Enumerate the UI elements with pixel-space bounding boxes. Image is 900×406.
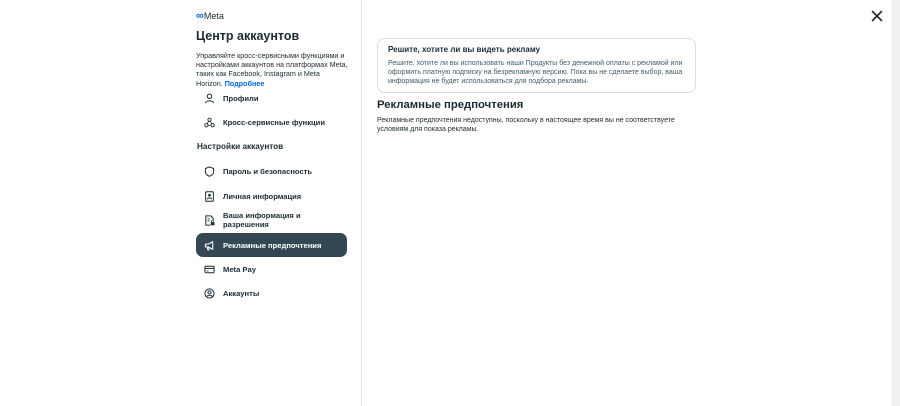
- account-circle-icon: [204, 288, 215, 299]
- card-text: Решите, хотите ли вы использовать наши Продукты без денежной оплаты с рекламой или оформить платную подписку на безрекламную версию. Пока вы не сделаете выбор, ваша информация не будет использоваться для подбора рекламы.: [388, 60, 683, 85]
- id-card-icon: [204, 191, 215, 202]
- nav-item-label: Ваша информация и разрешения: [223, 211, 301, 229]
- sidebar-header: [196, 10, 351, 88]
- main-content: [362, 0, 892, 406]
- meta-logo-text: Meta: [203, 11, 224, 21]
- description-text: Управляйте кросс-сервисными функциями и настройками аккаунтов на платформах Meta, таких как Facebook, Instagram и Meta Horizon.: [196, 51, 348, 88]
- card-icon: [204, 264, 215, 275]
- nav-item-label: Пароль и безопасность: [223, 166, 313, 176]
- person-icon: [204, 93, 215, 104]
- card-title: Решите, хотите ли вы видеть рекламу: [388, 45, 541, 54]
- nav-item-info-permissions[interactable]: [196, 208, 347, 232]
- sidebar: [0, 0, 362, 406]
- nav-item-profiles[interactable]: [196, 86, 347, 110]
- close-icon[interactable]: [869, 8, 885, 24]
- nav-item-label: Кросс-сервисные функции: [223, 117, 325, 127]
- page-description: [196, 51, 348, 88]
- section-paragraph: Рекламные предпочтения недоступны, поскольку в настоящее время вы не соответствуете условиям для показа рекламы.: [377, 117, 675, 133]
- megaphone-icon: [204, 240, 215, 251]
- shield-icon: [204, 166, 215, 177]
- nav-item-label: Личная информация: [223, 191, 302, 201]
- nav-item-ad-preferences[interactable]: [196, 233, 347, 257]
- nav-item-label: Meta Pay: [223, 264, 256, 274]
- nav-item-password-security[interactable]: [196, 159, 347, 183]
- scrollbar[interactable]: [892, 0, 900, 406]
- section-heading: Рекламные предпочтения: [377, 99, 524, 111]
- meta-infinity-icon: ∞: [196, 10, 203, 22]
- ad-choice-card[interactable]: [377, 38, 696, 93]
- meta-logo: [196, 10, 351, 22]
- cross-services-icon: [204, 117, 215, 128]
- document-lock-icon: [204, 215, 215, 226]
- nav-item-label: Профили: [223, 93, 259, 103]
- nav-item-label: Рекламные предпочтения: [223, 240, 322, 250]
- nav-item-personal-info[interactable]: [196, 184, 347, 208]
- nav-item-accounts[interactable]: [196, 281, 347, 305]
- page-title: Центр аккаунтов: [196, 29, 300, 43]
- nav-item-cross-services[interactable]: [196, 110, 347, 134]
- settings-section-title: Настройки аккаунтов: [197, 142, 284, 151]
- nav-item-label: Аккаунты: [223, 288, 260, 298]
- nav-item-meta-pay[interactable]: [196, 257, 347, 281]
- learn-more-link[interactable]: Подробнее: [224, 78, 265, 88]
